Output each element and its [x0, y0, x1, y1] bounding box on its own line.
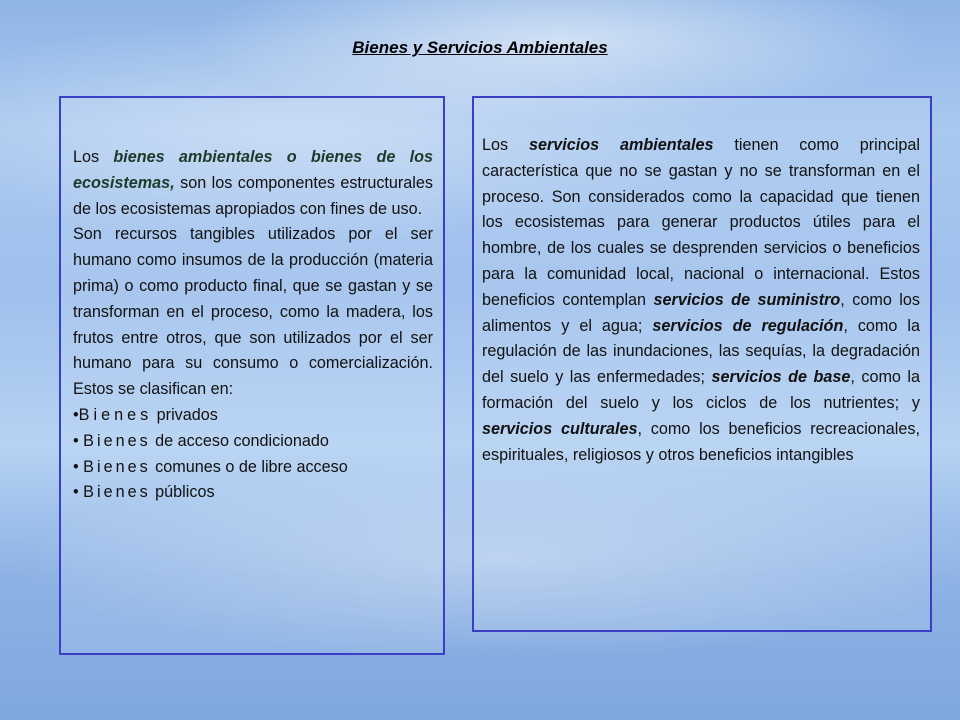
text-run: , como la regulación de las inundaciones, las sequías, la degradación del suelo y las enfermedades; [482, 316, 920, 387]
text-run: tienen como principal característica que no se gastan y no se transforman en el proceso. Son considerados como la capacidad que tienen los ecosistemas para generar productos útiles para el hombre, de los cuales se desprenden servicios o beneficios para la comunidad local, nacional o internacional. Estos beneficios contemplan [482, 136, 920, 309]
list-item: •Bienes privados [73, 405, 218, 424]
base-term: servicios de base [711, 368, 851, 387]
list-item: • Bienes comunes o de libre acceso [73, 457, 348, 476]
text-run: , como los alimentos y el agua; [482, 290, 920, 335]
bienes-text [73, 145, 433, 506]
text-run: , como los beneficios recreacionales, espirituales, religiosos y otros beneficios intangibles [482, 419, 920, 464]
text-run: Los [482, 136, 529, 154]
suministro-term: servicios de suministro [653, 290, 841, 309]
bienes-description: Son recursos tangibles utilizados por el ser humano como insumos de la producción (materia prima) o como producto final, que se gastan y se transforman en el proceso, como la madera, los frutos entre otros, que son utilizados por el ser humano para su consumo o comercialización. Estos se clasifican en: [73, 225, 433, 399]
list-item: • Bienes de acceso condicionado [73, 431, 329, 450]
servicios-text [482, 133, 920, 468]
bienes-list [73, 403, 433, 506]
bienes-ambientales-box [59, 96, 445, 655]
list-item: • Bienes públicos [73, 483, 215, 502]
servicios-ambientales-box [472, 96, 932, 632]
text-run: , como la formación del suelo y los ciclos de los nutrientes; y [482, 368, 920, 412]
bienes-intro-rest: son los componentes estructurales de los ecosistemas apropiados con fines de uso. [73, 173, 433, 218]
servicios-term: servicios ambientales [528, 136, 714, 154]
culturales-term: servicios culturales [482, 419, 638, 438]
bienes-intro-lead: Los [73, 148, 114, 166]
slide-title: Bienes y Servicios Ambientales [352, 38, 608, 57]
bienes-term: bienes ambientales o bienes de los ecosistemas, [73, 148, 433, 192]
regulacion-term: servicios de regulación [652, 316, 844, 335]
